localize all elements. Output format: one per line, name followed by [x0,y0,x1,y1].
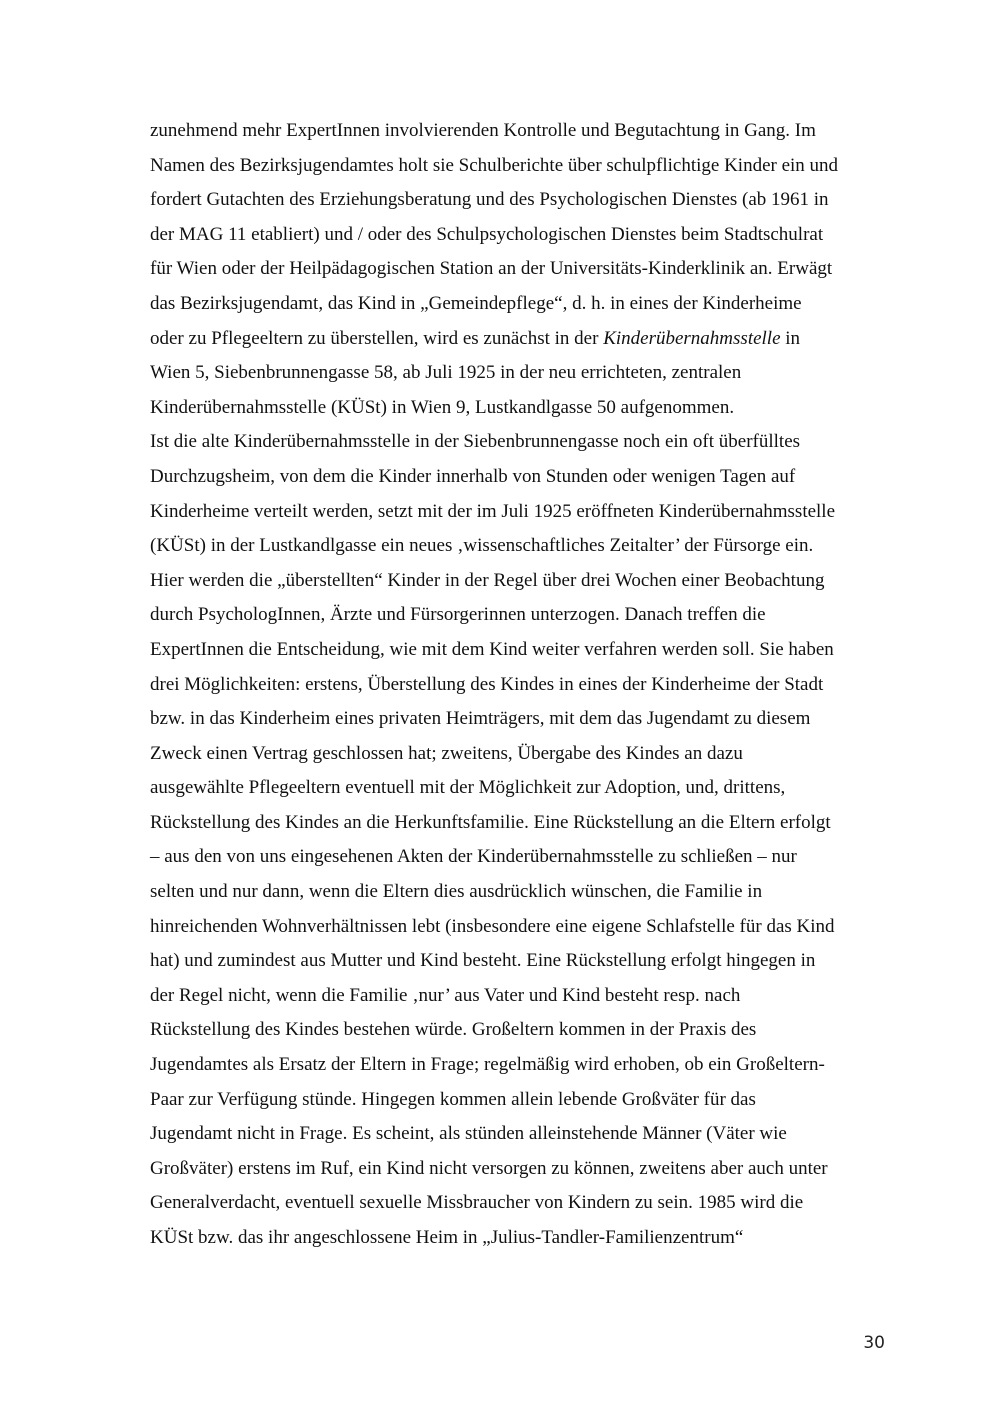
text-line: Generalverdacht, eventuell sexuelle Missbraucher von Kindern zu sein. 1985 wird die [150,1192,804,1214]
text-line: Kinderübernahmsstelle (KÜSt) in Wien 9, Lustkandlgasse 50 aufgenommen. [150,396,735,418]
text-line: hinreichenden Wohnverhältnissen lebt (insbesondere eine eigene Schlafstelle für das Kind [150,915,835,937]
text-line: (KÜSt) in der Lustkandlgasse ein neues ‚wissenschaftliches Zeitalter’ der Fürsorge ein. [150,535,814,557]
text-line: hat) und zumindest aus Mutter und Kind besteht. Eine Rückstellung erfolgt hingegen in [150,950,816,972]
text-line: fordert Gutachten des Erziehungsberatung und des Psychologischen Dienstes (ab 1961 in [150,189,829,211]
text-line: Wien 5, Siebenbrunnengasse 58, ab Juli 1925 in der neu errichteten, zentralen [150,362,742,384]
text-line: Zweck einen Vertrag geschlossen hat; zweitens, Übergabe des Kindes an dazu [150,742,743,764]
text-line: selten und nur dann, wenn die Eltern dies ausdrücklich wünschen, die Familie in [150,881,763,903]
text-segment: in [780,327,801,349]
text-line: durch PsychologInnen, Ärzte und Fürsorgerinnen unterzogen. Danach treffen die [150,604,766,626]
body-text [150,114,885,1256]
text-line-with-italic [150,322,885,357]
text-line: Rückstellung des Kindes bestehen würde. Großeltern kommen in der Praxis des [150,1019,757,1041]
text-line: drei Möglichkeiten: erstens, Überstellung des Kindes in eines der Kinderheime der Stadt [150,673,824,695]
text-line: Kinderheime verteilt werden, setzt mit der im Juli 1925 eröffneten Kinderübernahmsstelle [150,500,836,522]
text-line: Jugendamt nicht in Frage. Es scheint, als stünden alleinstehende Männer (Väter wie [150,1123,787,1145]
text-segment: oder zu Pflegeeltern zu überstellen, wird es zunächst in der [150,327,604,349]
text-line: Rückstellung des Kindes an die Herkunftsfamilie. Eine Rückstellung an die Eltern erfolgt [150,811,831,833]
text-line: der Regel nicht, wenn die Familie ‚nur’ aus Vater und Kind besteht resp. nach [150,984,741,1006]
text-line: Jugendamtes als Ersatz der Eltern in Frage; regelmäßig wird erhoben, ob ein Großeltern- [150,1054,825,1076]
text-line: bzw. in das Kinderheim eines privaten Heimträgers, mit dem das Jugendamt zu diesem [150,708,811,730]
text-line: Hier werden die „überstellten“ Kinder in der Regel über drei Wochen einer Beobachtung [150,569,825,591]
text-line: für Wien oder der Heilpädagogischen Station an der Universitäts-Kinderklinik an. Erwägt [150,258,833,280]
text-line: ExpertInnen die Entscheidung, wie mit dem Kind weiter verfahren werden soll. Sie haben [150,638,834,660]
page-number: 30 [863,1333,885,1353]
text-line: Paar zur Verfügung stünde. Hingegen kommen allein lebende Großväter für das [150,1088,756,1110]
text-line: Großväter) erstens im Ruf, ein Kind nicht versorgen zu können, zweitens aber auch unter [150,1157,828,1179]
text-line: zunehmend mehr ExpertInnen involvierenden Kontrolle und Begutachtung in Gang. Im [150,120,816,141]
text-line: KÜSt bzw. das ihr angeschlossene Heim in „Julius-Tandler-Familienzentrum“ [150,1227,744,1248]
text-line: der MAG 11 etabliert) und / oder des Schulpsychologischen Dienstes beim Stadtschulrat [150,223,824,245]
text-line: Durchzugsheim, von dem die Kinder innerhalb von Stunden oder wenigen Tagen auf [150,465,796,487]
text-line: Namen des Bezirksjugendamtes holt sie Schulberichte über schulpflichtige Kinder ein und [150,154,839,176]
text-line: – aus den von uns eingesehenen Akten der Kinderübernahmsstelle zu schließen – nur [150,846,797,868]
text-line: das Bezirksjugendamt, das Kind in „Gemeindepflege“, d. h. in eines der Kinderheime [150,292,802,314]
italic-term: Kinderübernahmsstelle [603,327,781,349]
text-line: Ist die alte Kinderübernahmsstelle in der Siebenbrunnengasse noch ein oft überfülltes [150,431,801,453]
text-line: ausgewählte Pflegeeltern eventuell mit der Möglichkeit zur Adoption, und, drittens, [150,777,786,799]
